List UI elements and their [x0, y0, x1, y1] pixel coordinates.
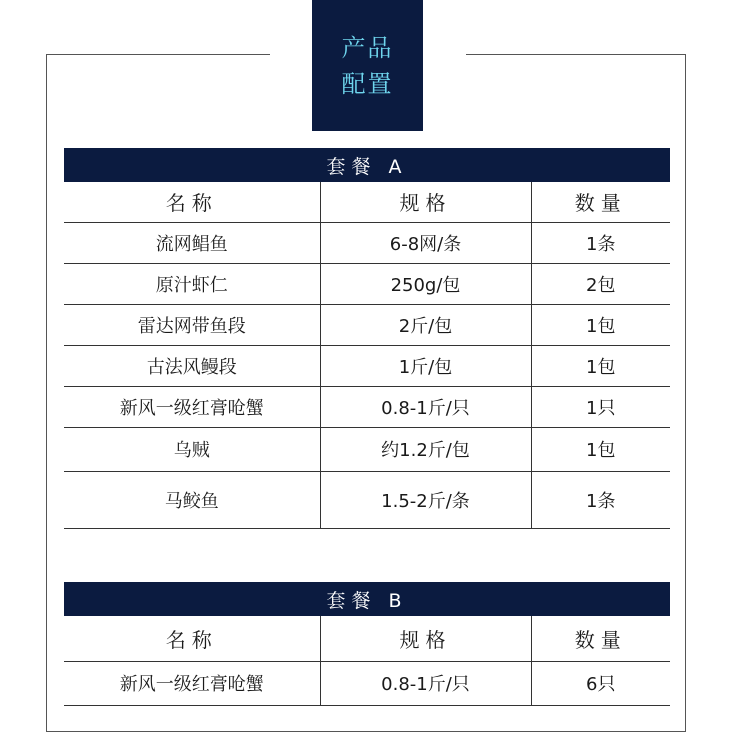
item-qty: 1包 — [531, 304, 670, 345]
item-spec: 6-8网/条 — [320, 222, 531, 263]
item-qty: 1条 — [531, 222, 670, 263]
item-qty: 1只 — [531, 386, 670, 427]
item-name: 原汁虾仁 — [64, 263, 320, 304]
column-header-qty: 数量 — [531, 182, 670, 222]
table-row — [64, 222, 670, 263]
table-row — [64, 471, 670, 528]
item-spec: 0.8-1斤/只 — [320, 661, 531, 705]
package-a — [64, 148, 670, 529]
table-row — [64, 263, 670, 304]
item-qty: 1包 — [531, 345, 670, 386]
table-header-row — [64, 182, 670, 222]
frame-top-line-right — [466, 54, 686, 55]
table-row — [64, 345, 670, 386]
item-spec: 0.8-1斤/只 — [320, 386, 531, 427]
item-qty: 6只 — [531, 661, 670, 705]
item-name: 新风一级红膏呛蟹 — [64, 386, 320, 427]
item-qty: 2包 — [531, 263, 670, 304]
column-header-qty: 数量 — [531, 616, 670, 661]
package-a-header: 套餐 A — [64, 148, 670, 182]
column-header-spec: 规格 — [320, 616, 531, 661]
table-row — [64, 304, 670, 345]
package-a-table — [64, 182, 670, 529]
frame-top-line-left — [46, 54, 270, 55]
item-name: 乌贼 — [64, 427, 320, 471]
item-name: 新风一级红膏呛蟹 — [64, 661, 320, 705]
item-qty: 1条 — [531, 471, 670, 528]
title-line-2: 配置 — [341, 69, 394, 98]
item-qty: 1包 — [531, 427, 670, 471]
item-name: 古法风鳗段 — [64, 345, 320, 386]
item-spec: 约1.2斤/包 — [320, 427, 531, 471]
column-header-name: 名称 — [64, 616, 320, 661]
package-b — [64, 582, 670, 706]
table-row — [64, 661, 670, 705]
table-row — [64, 427, 670, 471]
item-spec: 1斤/包 — [320, 345, 531, 386]
table-header-row — [64, 616, 670, 661]
item-spec: 1.5-2斤/条 — [320, 471, 531, 528]
table-row — [64, 386, 670, 427]
package-b-header: 套餐 B — [64, 582, 670, 616]
column-header-spec: 规格 — [320, 182, 531, 222]
item-spec: 2斤/包 — [320, 304, 531, 345]
item-spec: 250g/包 — [320, 263, 531, 304]
item-name: 雷达网带鱼段 — [64, 304, 320, 345]
item-name: 马鲛鱼 — [64, 471, 320, 528]
package-b-table — [64, 616, 670, 706]
column-header-name: 名称 — [64, 182, 320, 222]
item-name: 流网鲳鱼 — [64, 222, 320, 263]
product-config-title — [312, 0, 423, 131]
title-line-1: 产品 — [341, 33, 394, 62]
